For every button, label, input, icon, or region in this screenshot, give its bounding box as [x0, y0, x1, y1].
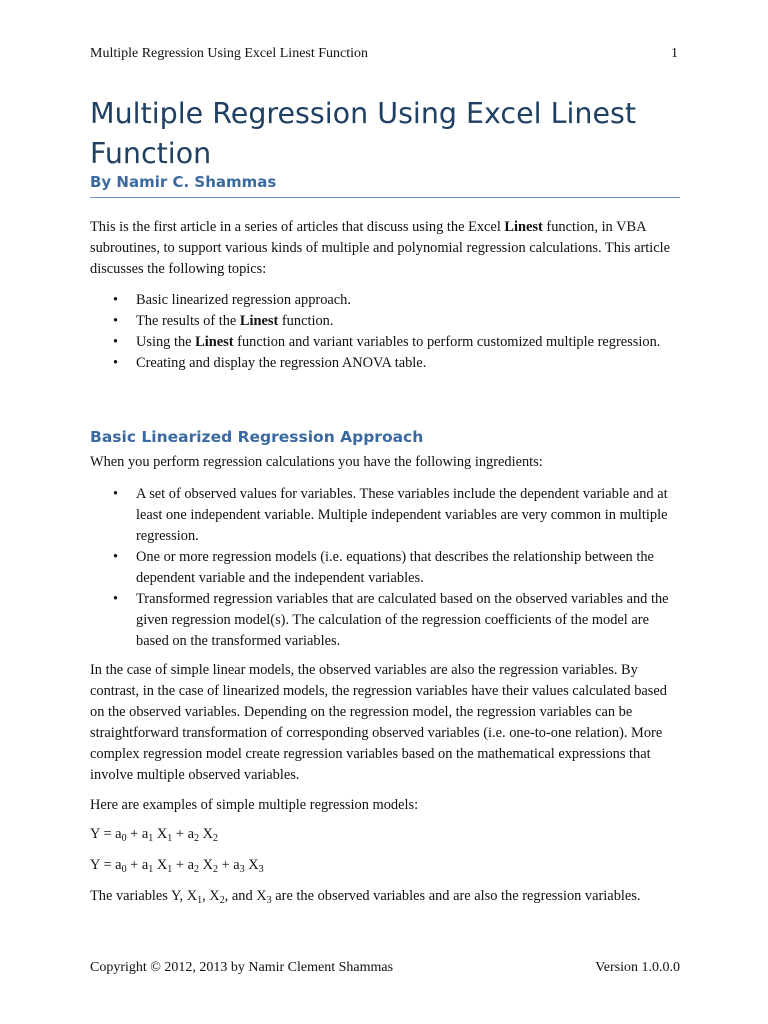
list-item: • Transformed regression variables that are calculated based on the observed variables and the given regression model(s). The calculation of the regression coefficients of the model are based on the transformed variables. [113, 591, 669, 649]
intro-paragraph: This is the first article in a series of articles that discuss using the Excel Linest function, in VBA subroutines, to support various kinds of multiple and polynomial regression calculations. This article discusses the following topics: [90, 219, 671, 277]
page-number: 1 [671, 46, 678, 61]
list-item: • Basic linearized regression approach. [90, 290, 680, 311]
bullet-icon: • [113, 355, 119, 371]
equation-1: $Y = a_0 + a_1$ $X_1 + a_2$ $X_2$ [90, 826, 218, 844]
page-header [90, 46, 678, 62]
bullet-icon: • [113, 591, 119, 607]
equation-2: $Y = a_0 + a_1$ $X_1 + a_2$ $X_2 + a_3$ $X_3$ [90, 857, 264, 875]
page-footer [90, 960, 680, 976]
version-text: Version 1.0.0.0 [595, 960, 680, 975]
copyright-text: Copyright © 2012, 2013 by Namir Clement Shammas [90, 960, 394, 975]
section-heading: Basic Linearized Regression Approach [90, 428, 424, 446]
title-line-2: Function [90, 137, 212, 170]
ingredients-list [90, 484, 680, 652]
bullet-icon: • [113, 313, 119, 329]
list-item: • Creating and display the regression ANOVA table. [90, 353, 680, 374]
bullet-icon: • [113, 292, 119, 308]
running-title: Multiple Regression Using Excel Linest Function [90, 46, 369, 61]
document-title [90, 94, 678, 174]
list-item: • One or more regression models (i.e. equations) that describes the relationship between the dependent variable and the independent variables. [113, 549, 654, 586]
closing-sentence: The variables Y, $X_1$, $X_2$, and $X_3$ are the observed variables and are also the regression variables. [90, 888, 641, 906]
list-item: • Using the Linest function and variant variables to perform customized multiple regression. [90, 332, 680, 353]
title-divider [90, 197, 680, 198]
author-byline: By Namir C. Shammas [90, 173, 277, 191]
bullet-icon: • [113, 549, 119, 565]
examples-lead: Here are examples of simple multiple regression models: [90, 797, 419, 813]
bullet-icon: • [113, 486, 119, 502]
list-item: • A set of observed values for variables. These variables include the dependent variable and at least one independent variable. Multiple independent variables are very common in multiple regression. [113, 486, 668, 544]
title-line-1: Multiple Regression Using Excel Linest [90, 97, 637, 130]
bullet-icon: • [113, 334, 119, 350]
section-lead: When you perform regression calculations you have the following ingredients: [90, 454, 543, 470]
models-paragraph: In the case of simple linear models, the observed variables are also the regression variables. By contrast, in the case of linearized models, the regression variables have their values calculated based on the observed variables. Depending on the regression model, the regression variables can be straightforward transformation of corresponding observed variables (i.e. one-to-one relation). More complex regression model create regression variables based on the mathematical expressions that involve multiple observed variables. [90, 662, 667, 783]
topics-list [90, 290, 680, 374]
list-item: • The results of the Linest function. [90, 311, 680, 332]
